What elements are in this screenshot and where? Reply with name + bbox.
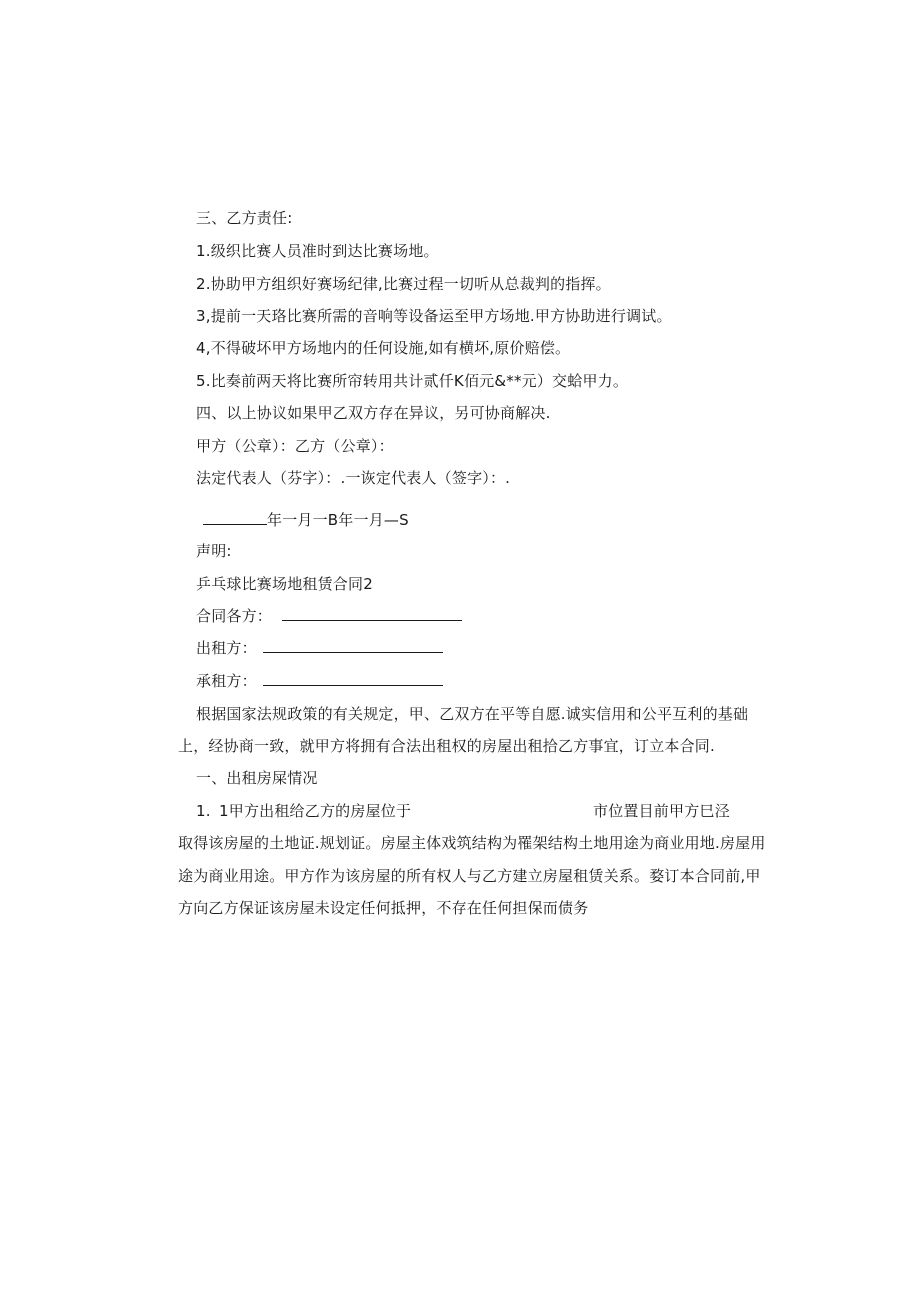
section3-item-3: 3,提前一天珞比赛所需的音响等设备运至甲方场地.甲方协助进行调试。: [196, 307, 672, 325]
clause-1-line-4: 方向乙方保证该房屋未设定任何抵押，不存在任何担保而债务: [178, 899, 589, 917]
section3-item-5: 5.比奏前两天将比赛所帘转用共计贰仟K佰元&**元）交蛤甲力。: [196, 372, 629, 390]
lessee-label: 承租方：: [196, 672, 257, 690]
intro-paragraph-line-1: 根据国家法规政策的有关规定，甲、乙双方在平等自愿.诚实信用和公平互利的基础: [196, 705, 749, 723]
parties-label: 合同各方：: [196, 607, 273, 625]
clause-1-line-3: 途为商业用途。甲方作为该房屋的所有权人与乙方建立房屋租赁关系。婺订本合同前,甲: [178, 867, 761, 885]
intro-paragraph-line-2: 上，经协商一致，就甲方将拥有合法出租权的房屋出租拾乙方事宜，订立本合同.: [178, 737, 715, 755]
section1-heading: 一、出租房屎情况: [196, 769, 318, 787]
parties-blank: [282, 606, 462, 621]
section3-heading: 三、乙方责任:: [196, 209, 293, 227]
clause-1-prefix: 1甲方出租给乙方的房屋位于: [219, 802, 412, 820]
clause-1-suffix: 市位置目前甲方巳泾: [593, 802, 730, 820]
lessor-label: 出租方：: [196, 639, 257, 657]
contract-title: 乒乓球比赛场地租赁合同2: [196, 575, 373, 593]
clause-1-line-2: 取得该房屋的土地证.规划证。房屋主体戏筑结构为罹架结构土地用途为商业用地.房屋用: [178, 834, 766, 852]
statement-label: 声明:: [196, 542, 232, 560]
section3-item-2: 2.协助甲方组织好赛场纪律,比赛过程一切听从总裁判的指挥。: [196, 275, 611, 293]
lessor-line: [196, 638, 443, 658]
date-line: [203, 510, 409, 530]
clause-1-number: 1.: [196, 802, 211, 820]
date-blank: [203, 510, 267, 525]
lessee-blank: [263, 671, 443, 686]
date-text: 年一月一B年一月—S: [267, 511, 409, 529]
representative-line: 法定代表人（芬字）：.一诙定代表人（签字）：.: [196, 469, 511, 487]
section3-item-4: 4,不得破坏甲方场地内的任何设施,如有横坏,原价赔偿。: [196, 339, 571, 357]
parties-line: [196, 606, 462, 626]
lessee-line: [196, 671, 443, 691]
lessor-blank: [263, 638, 443, 653]
section3-item-1: 1.级织比赛人员准时到达比赛场地。: [196, 242, 439, 260]
section4-heading: 四、以上协议如果甲乙双方存在异议，另可协商解决.: [196, 404, 551, 422]
seal-line: 甲方（公章）：乙方（公章）：: [196, 437, 394, 455]
